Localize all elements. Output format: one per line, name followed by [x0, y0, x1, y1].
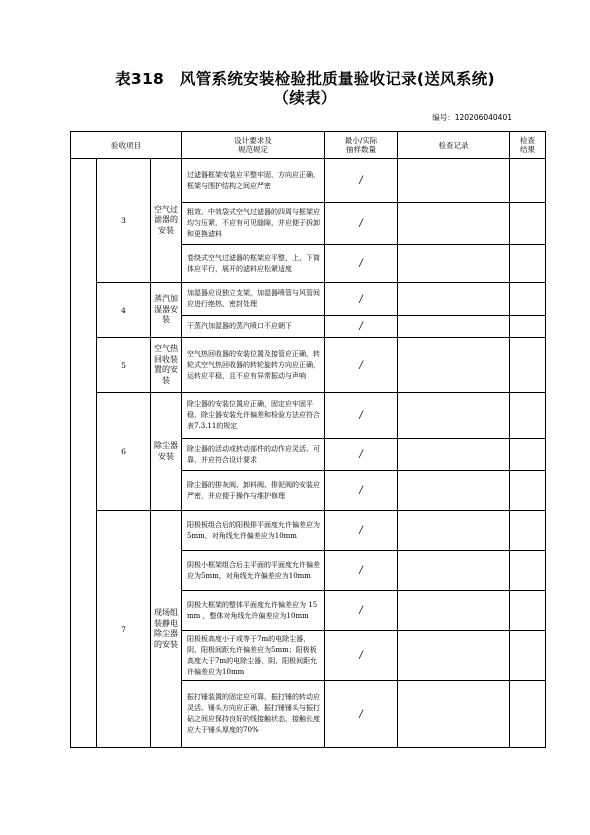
table-row — [71, 511, 546, 551]
check-result-cell[interactable] — [510, 283, 546, 316]
sample-qty: / — [325, 159, 398, 203]
check-record-cell[interactable] — [398, 283, 510, 316]
header-item: 验收项目 — [71, 132, 182, 159]
check-record-cell[interactable] — [398, 511, 510, 551]
item-label: 蒸汽加湿器安装 — [151, 283, 182, 338]
sample-qty: / — [325, 245, 398, 283]
sample-qty: / — [325, 393, 398, 439]
title-line-2: （续表） — [273, 89, 337, 107]
item-number: 3 — [97, 159, 151, 283]
item-label: 空气热回收装置的安装 — [151, 338, 182, 393]
inspection-table — [70, 131, 546, 748]
table-row — [71, 159, 546, 203]
item-label: 空气过滤器的安装 — [151, 159, 182, 283]
check-result-cell[interactable] — [510, 316, 546, 338]
item-number: 7 — [97, 511, 151, 748]
header-record: 检查记录 — [398, 132, 510, 159]
table-header-row — [71, 132, 546, 159]
check-record-cell[interactable] — [398, 591, 510, 631]
serial-number: 编号：120206040401 — [432, 113, 512, 122]
check-result-cell[interactable] — [510, 245, 546, 283]
blank-side-column — [71, 159, 97, 748]
requirement-text: 粗效、中效袋式空气过滤器的四周与框架应均匀压紧，不应有可见缝隙，并应便于拆卸和更换滤料 — [182, 203, 325, 245]
table-row — [71, 338, 546, 393]
sample-qty: / — [325, 283, 398, 316]
requirement-text: 振打锤装置的固定应可靠，振打锤的转动应灵活。锤头方向应正确，振打锤锤头与振打砧之间应保持良好的线接触状态，接触长度应大于锤头厚度的70% — [182, 681, 325, 748]
header-sample-qty: 最小/实际 抽样数量 — [325, 132, 398, 159]
requirement-text: 除尘器的安装位置应正确，固定应牢固平稳，除尘器安装允许偏差和检验方法应符合表7.3.11的规定 — [182, 393, 325, 439]
requirement-text: 干蒸汽加湿器的蒸汽喷口不应朝下 — [182, 316, 325, 338]
item-number: 5 — [97, 338, 151, 393]
sample-qty: / — [325, 316, 398, 338]
item-label: 除尘器安装 — [151, 393, 182, 511]
requirement-text: 阳极板组合后的阳极排平面度允许偏差应为5mm，对角线允许偏差应为10mm — [182, 511, 325, 551]
check-record-cell[interactable] — [398, 551, 510, 591]
check-result-cell[interactable] — [510, 511, 546, 551]
check-result-cell[interactable] — [510, 393, 546, 439]
requirement-text: 空气热回收器的安装位置及接管应正确，转轮式空气热回收器的转轮旋转方向应正确，运转应平稳，且不应有异常振动与声响 — [182, 338, 325, 393]
sample-qty: / — [325, 471, 398, 511]
check-result-cell[interactable] — [510, 338, 546, 393]
header-requirement: 设计要求及 规范规定 — [182, 132, 325, 159]
sample-qty: / — [325, 203, 398, 245]
requirement-text: 除尘器的排灰阀、卸料阀、排泥阀的安装应严密，并应便于操作与维护修理 — [182, 471, 325, 511]
check-record-cell[interactable] — [398, 203, 510, 245]
title-line-1: 表318 风管系统安装检验批质量验收记录(送风系统) — [115, 70, 495, 88]
item-label: 现场组装静电除尘器的安装 — [151, 511, 182, 748]
check-result-cell[interactable] — [510, 631, 546, 681]
requirement-text: 卷绕式空气过滤器的框架应平整，上、下筒体应平行，展开的滤料应松紧适度 — [182, 245, 325, 283]
requirement-text: 阴极小框架组合后主平面的平面度允许偏差应为5mm，对角线允许偏差应为10mm — [182, 551, 325, 591]
requirement-text: 加湿器应设独立支架，加湿器喷管与风管间应进行绝热、密封处理 — [182, 283, 325, 316]
sample-qty: / — [325, 551, 398, 591]
sample-qty: / — [325, 338, 398, 393]
check-result-cell[interactable] — [510, 591, 546, 631]
check-record-cell[interactable] — [398, 631, 510, 681]
check-record-cell[interactable] — [398, 439, 510, 471]
check-record-cell[interactable] — [398, 393, 510, 439]
check-result-cell[interactable] — [510, 681, 546, 748]
requirement-text: 除尘器的活动或转动部件的动作应灵活、可靠，并应符合设计要求 — [182, 439, 325, 471]
page-title — [70, 70, 540, 108]
check-record-cell[interactable] — [398, 338, 510, 393]
header-result: 检查 结果 — [510, 132, 546, 159]
item-number: 6 — [97, 393, 151, 511]
item-number: 4 — [97, 283, 151, 338]
requirement-text: 阴极大框架的整体平面度允许偏差应为 15mm ，整体对角线允许偏差应为10mm — [182, 591, 325, 631]
requirement-text: 阳极板高度小于或等于7m的电除尘器，阴、阳极间距允许偏差应为5mm；阳极板高度大于7m的电除尘器，阴、阳极间距允许偏差应为10mm — [182, 631, 325, 681]
sample-qty: / — [325, 511, 398, 551]
check-record-cell[interactable] — [398, 681, 510, 748]
requirement-text: 过滤器框架安装应平整牢固，方向应正确，框架与围护结构之间应严密 — [182, 159, 325, 203]
check-result-cell[interactable] — [510, 203, 546, 245]
check-result-cell[interactable] — [510, 551, 546, 591]
sample-qty: / — [325, 681, 398, 748]
sample-qty: / — [325, 631, 398, 681]
check-record-cell[interactable] — [398, 316, 510, 338]
sample-qty: / — [325, 591, 398, 631]
table-row — [71, 393, 546, 439]
check-record-cell[interactable] — [398, 471, 510, 511]
sample-qty: / — [325, 439, 398, 471]
check-result-cell[interactable] — [510, 159, 546, 203]
check-result-cell[interactable] — [510, 439, 546, 471]
table-row — [71, 283, 546, 316]
check-result-cell[interactable] — [510, 471, 546, 511]
check-record-cell[interactable] — [398, 159, 510, 203]
check-record-cell[interactable] — [398, 245, 510, 283]
